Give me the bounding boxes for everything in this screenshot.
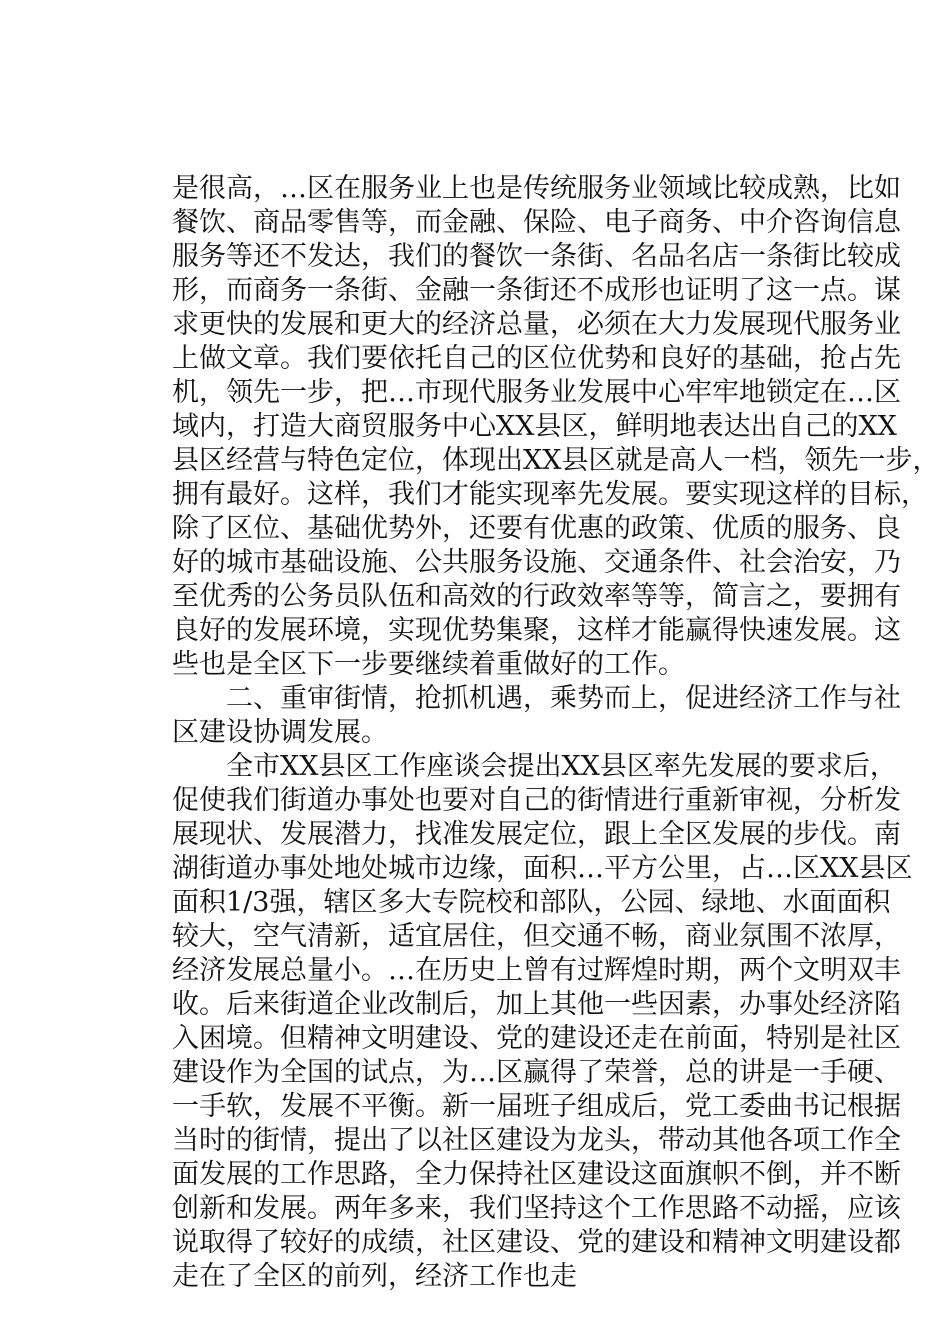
body-line: 全市XX县区工作座谈会提出XX县区率先发展的要求后， bbox=[172, 751, 897, 782]
body-line: 是很高，…区在服务业上也是传统服务业领域比较成熟，比如 bbox=[172, 173, 901, 204]
body-line: 湖街道办事处地处城市边缘，面积…平方公里，占…区XX县区 bbox=[172, 853, 913, 884]
body-line: 域内，打造大商贸服务中心XX县区，鲜明地表达出自己的XX bbox=[172, 411, 897, 442]
body-line: 经济发展总量小。…在历史上曾有过辉煌时期，两个文明双丰 bbox=[172, 955, 901, 986]
body-line: 较大，空气清新，适宜居住，但交通不畅，商业氛围不浓厚， bbox=[172, 921, 901, 952]
body-line: 拥有最好。这样，我们才能实现率先发展。要实现这样的目标， bbox=[172, 479, 928, 510]
body-line: 至优秀的公务员队伍和高效的行政效率等等，简言之，要拥有 bbox=[172, 581, 901, 612]
body-line: 促使我们街道办事处也要对自己的街情进行重新审视，分析发 bbox=[172, 785, 901, 816]
body-line: 创新和发展。两年多来，我们坚持这个工作思路不动摇，应该 bbox=[172, 1193, 901, 1224]
body-line: 些也是全区下一步要继续着重做好的工作。 bbox=[172, 649, 685, 680]
body-line: 建设作为全国的试点，为…区赢得了荣誉，总的讲是一手硬、 bbox=[172, 1057, 901, 1088]
body-line: 面积1/3强，辖区多大专院校和部队，公园、绿地、水面面积 bbox=[172, 887, 891, 918]
body-line: 走在了全区的前列，经济工作也走 bbox=[172, 1261, 577, 1292]
body-line: 入困境。但精神文明建设、党的建设还走在前面，特别是社区 bbox=[172, 1023, 901, 1054]
body-line: 除了区位、基础优势外，还要有优惠的政策、优质的服务、良 bbox=[172, 513, 901, 544]
body-line: 求更快的发展和更大的经济总量，必须在大力发展现代服务业 bbox=[172, 309, 901, 340]
section-heading-line: 区建设协调发展。 bbox=[172, 717, 388, 748]
body-line: 餐饮、商品零售等，而金融、保险、电子商务、中介咨询信息 bbox=[172, 207, 901, 238]
body-line: 上做文章。我们要依托自己的区位优势和良好的基础，抢占先 bbox=[172, 343, 901, 374]
body-line: 面发展的工作思路，全力保持社区建设这面旗帜不倒，并不断 bbox=[172, 1159, 901, 1190]
body-line: 服务等还不发达，我们的餐饮一条街、名品名店一条街比较成 bbox=[172, 241, 901, 272]
section-heading-line: 二、重审街情，抢抓机遇，乘势而上，促进经济工作与社 bbox=[172, 683, 901, 714]
body-line: 当时的街情，提出了以社区建设为龙头，带动其他各项工作全 bbox=[172, 1125, 901, 1156]
body-line: 说取得了较好的成绩，社区建设、党的建设和精神文明建设都 bbox=[172, 1227, 901, 1258]
body-line: 良好的发展环境，实现优势集聚，这样才能赢得快速发展。这 bbox=[172, 615, 901, 646]
body-line: 好的城市基础设施、公共服务设施、交通条件、社会治安，乃 bbox=[172, 547, 901, 578]
body-line: 展现状、发展潜力，找准发展定位，跟上全区发展的步伐。南 bbox=[172, 819, 901, 850]
body-line: 机，领先一步，把…市现代服务业发展中心牢牢地锁定在…区 bbox=[172, 377, 901, 408]
body-line: 收。后来街道企业改制后，加上其他一些因素，办事处经济陷 bbox=[172, 989, 901, 1020]
body-line: 形，而商务一条街、金融一条街还不成形也证明了这一点。谋 bbox=[172, 275, 901, 306]
body-line: 县区经营与特色定位，体现出XX县区就是高人一档，领先一步， bbox=[172, 445, 940, 476]
body-line: 一手软，发展不平衡。新一届班子组成后，党工委曲书记根据 bbox=[172, 1091, 901, 1122]
